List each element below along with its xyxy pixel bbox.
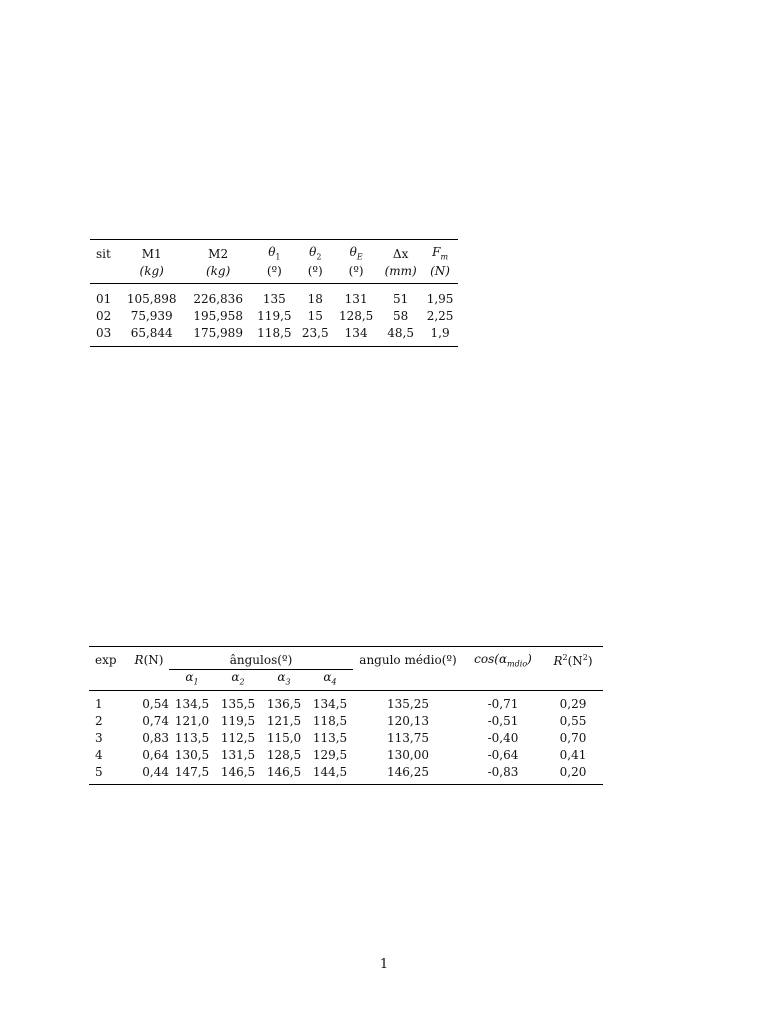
table-cell: 58 (392, 308, 409, 323)
table-cell: 02 (96, 308, 112, 323)
table2-header-angle-mean: angulo médio(º) (359, 653, 457, 668)
table2-subheader-alpha2: $\alpha_2$ (231, 670, 245, 687)
table1-header-row (90, 240, 458, 263)
table1-unit: (º) (266, 263, 282, 278)
table2-subheader-alpha1: $\alpha_1$ (185, 670, 199, 687)
table1-unit: (kg) (139, 263, 164, 278)
table1-header-deltax: Δx (392, 246, 409, 261)
table1-header-m2: M2 (208, 246, 229, 261)
table-cell: 0,70 (559, 730, 587, 745)
table-cell: -0,83 (487, 764, 519, 779)
table-masses-angles (90, 239, 458, 347)
table-cell: 147,5 (174, 764, 210, 779)
table-cell: 115,0 (266, 730, 302, 745)
table1-header-fm: $F_m$ (432, 245, 449, 262)
table-cell: 48,5 (387, 325, 414, 340)
table-cell: 134,5 (312, 696, 348, 711)
table-cell: 146,5 (266, 764, 302, 779)
table-cell: 129,5 (312, 747, 348, 762)
table-cell: 113,5 (312, 730, 348, 745)
table1-unit: (N) (430, 263, 450, 278)
table2-subheader-empty (89, 670, 129, 691)
table-cell: 0,20 (559, 764, 587, 779)
table-cell: 121,0 (174, 713, 210, 728)
table-cell: 75,939 (130, 308, 173, 323)
table2-subheader-alpha4: $\alpha_4$ (323, 670, 337, 687)
table-cell: 112,5 (220, 730, 256, 745)
table2-header-r: R(N) (134, 653, 164, 668)
table2-header-row (89, 647, 603, 670)
table-cell: 146,5 (220, 764, 256, 779)
table-cell: 175,989 (193, 325, 243, 340)
table-cell: 03 (96, 325, 112, 340)
table2-subheader-empty (353, 670, 463, 691)
table2-header-exp: exp (95, 653, 117, 668)
table1-unit: (º) (348, 263, 364, 278)
table-row (90, 324, 458, 347)
table-cell: 134,5 (174, 696, 210, 711)
table-cell: 135,5 (220, 696, 256, 711)
table-cell: 135 (262, 291, 286, 306)
table-cell: 0,74 (142, 713, 169, 728)
table-cell: 128,5 (266, 747, 302, 762)
table-cell: -0,64 (487, 747, 519, 762)
table-cell: 119,5 (220, 713, 256, 728)
table-row (89, 746, 603, 763)
table1-unit (90, 262, 118, 284)
table-cell: 1,95 (426, 291, 454, 306)
table1-unit: (kg) (205, 263, 231, 278)
table1-header-theta2: $\theta_2$ (309, 245, 322, 262)
table2-header-cos: $\cos(\alpha_{mdio})$ (474, 652, 532, 669)
table-cell: 118,5 (257, 325, 292, 340)
table-cell: 130,00 (387, 747, 429, 762)
table-cell: 0,54 (142, 696, 169, 711)
table-cell: 0,64 (142, 747, 169, 762)
table-cell: 15 (307, 308, 323, 323)
table-angles-experiments (89, 646, 603, 785)
table-cell: 128,5 (338, 308, 374, 323)
table2-subheader-empty (129, 670, 169, 691)
table-row (90, 284, 458, 308)
table-cell: 113,75 (387, 730, 429, 745)
table-cell: 131,5 (220, 747, 256, 762)
table-cell: 130,5 (174, 747, 210, 762)
table1-header-m1: M1 (141, 246, 162, 261)
table2-subheader-row (89, 670, 603, 691)
table-cell: 5 (95, 764, 103, 779)
table2-subheader-alpha3: $\alpha_3$ (277, 670, 291, 687)
table1-header-theta1: $\theta_1$ (268, 245, 281, 262)
page-number: 1 (379, 957, 389, 972)
table1-units-row (90, 262, 458, 284)
table-cell: 121,5 (266, 713, 302, 728)
table2-subheader-empty (463, 670, 543, 691)
table1-unit: (mm) (384, 263, 417, 278)
table-row (90, 307, 458, 324)
table-cell: 51 (392, 291, 409, 306)
table-cell: 0,55 (559, 713, 587, 728)
table-cell: 65,844 (130, 325, 173, 340)
table-row (89, 729, 603, 746)
table1-unit: (º) (307, 263, 323, 278)
table-cell: 120,13 (387, 713, 429, 728)
table-cell: 0,44 (142, 764, 169, 779)
table2-header-r2: $R^2(N^2)$ (553, 652, 593, 668)
table-cell: 0,83 (142, 730, 169, 745)
table-cell: 134 (344, 325, 368, 340)
table-cell: 146,25 (387, 764, 429, 779)
table-cell: 226,836 (193, 291, 243, 306)
table-cell: 0,29 (559, 696, 587, 711)
table-cell: 105,898 (126, 291, 177, 306)
table-cell: 23,5 (301, 325, 329, 340)
table-cell: 2 (95, 713, 103, 728)
table-cell: 136,5 (266, 696, 302, 711)
table-cell: 119,5 (257, 308, 292, 323)
table-cell: 118,5 (312, 713, 348, 728)
table-cell: 113,5 (174, 730, 210, 745)
table-cell: 1,9 (430, 325, 450, 340)
table-cell: 195,958 (193, 308, 243, 323)
table-cell: 3 (95, 730, 103, 745)
table-row (89, 763, 603, 785)
table2-subheader-empty (543, 670, 603, 691)
table-row (89, 712, 603, 729)
table-cell: 18 (307, 291, 323, 306)
table-cell: 2,25 (426, 308, 454, 323)
table2-header-angles: ângulos(º) (169, 647, 353, 670)
table-cell: 1 (95, 696, 103, 711)
table1-header-sit: sit (96, 246, 111, 261)
table-cell: 135,25 (387, 696, 429, 711)
table-cell: -0,51 (487, 713, 519, 728)
table-cell: 01 (96, 291, 112, 306)
table-cell: 131 (344, 291, 368, 306)
table1-header-thetaE: $\theta_E$ (349, 245, 363, 262)
table-cell: -0,40 (487, 730, 519, 745)
table-cell: 4 (95, 747, 103, 762)
table-cell: -0,71 (487, 696, 519, 711)
table-cell: 0,41 (559, 747, 587, 762)
table-cell: 144,5 (312, 764, 348, 779)
table-row (89, 691, 603, 713)
